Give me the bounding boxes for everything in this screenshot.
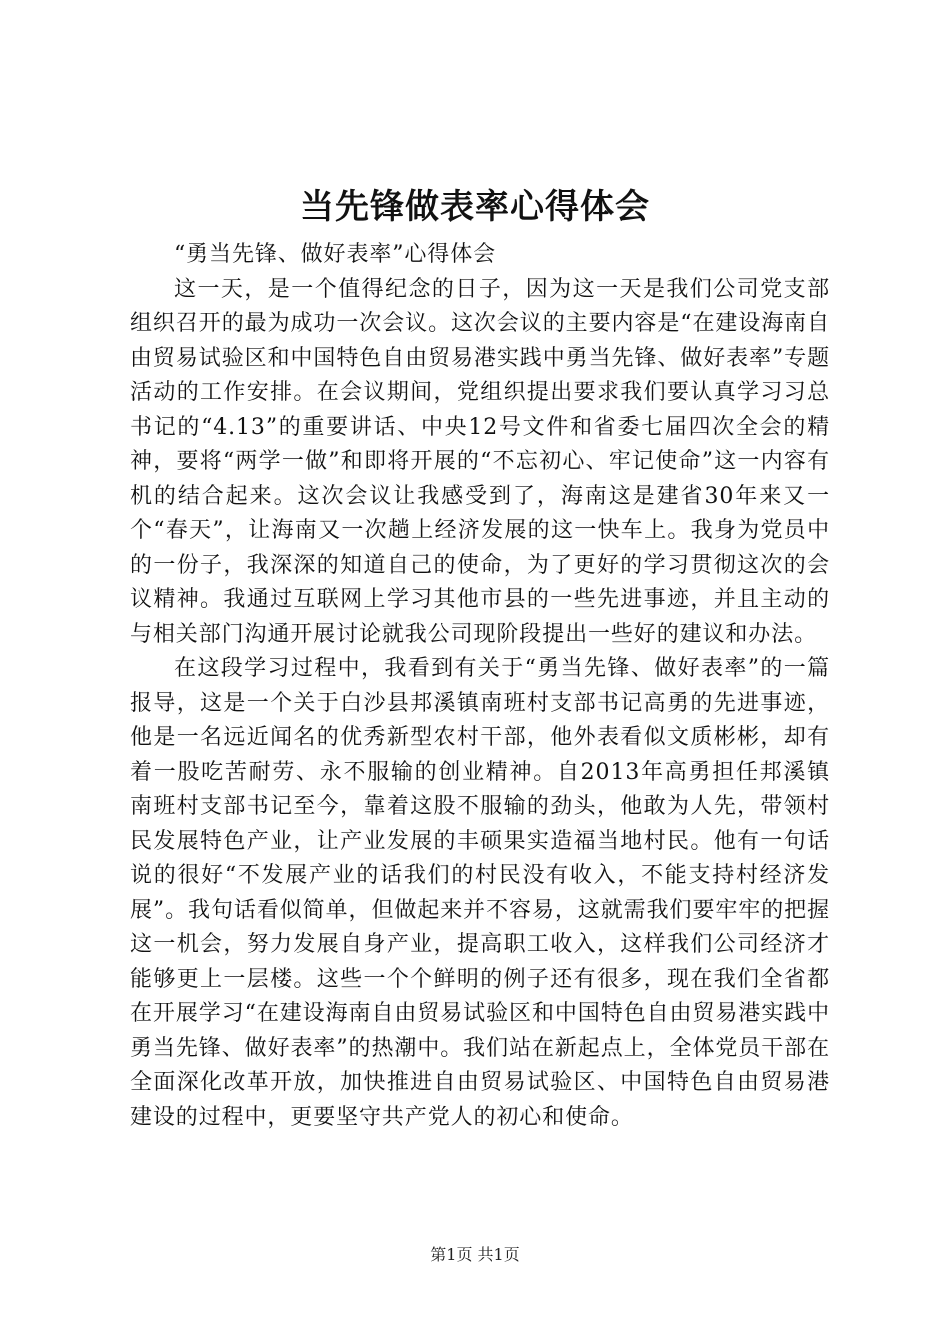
paragraph-1: 这一天，是一个值得纪念的日子，因为这一天是我们公司党支部组织召开的最为成功一次会议。这次会议的主要内容是“在建设海南自由贸易试验区和中国特色自由贸易港实践中勇当先锋、做好表率”专题活动的工作安排。在会议期间，党组织提出要求我们要认真学习习总书记的“4.13”的重要讲话、中央12号文件和省委七届四次全会的精神，要将“两学一做”和即将开展的“不忘初心、牢记使命”这一内容有机的结合起来。这次会议让我感受到了，海南这是建省30年来又一个“春天”，让海南又一次趟上经济发展的这一快车上。我身为党员中的一份子，我深深的知道自己的使命，为了更好的学习贯彻这次的会议精神。我通过互联网上学习其他市县的一些先进事迹，并且主动的与相关部门沟通开展讨论就我公司现阶段提出一些好的建议和办法。 [130,276,830,647]
document-subtitle: “勇当先锋、做好表率”心得体会 [174,242,496,267]
document-body [130,238,830,1135]
document-title: 当先锋做表率心得体会 [300,187,650,227]
paragraph-2: 在这段学习过程中，我看到有关于“勇当先锋、做好表率”的一篇报导，这是一个关于白沙县邦溪镇南班村支部书记高勇的先进事迹，他是一名远近闻名的优秀新型农村干部，他外表看似文质彬彬，却有着一股吃苦耐劳、永不服输的创业精神。自2013年高勇担任邦溪镇南班村支部书记至今，靠着这股不服输的劲头，他敢为人先，带领村民发展特色产业，让产业发展的丰硕果实造福当地村民。他有一句话说的很好“不发展产业的话我们的村民没有收入，不能支持村经济发展”。我句话看似简单，但做起来并不容易，这就需我们要牢牢的把握这一机会，努力发展自身产业，提高职工收入，这样我们公司经济才能够更上一层楼。这些一个个鲜明的例子还有很多，现在我们全省都在开展学习“在建设海南自由贸易试验区和中国特色自由贸易港实践中勇当先锋、做好表率”的热潮中。我们站在新起点上，全体党员干部在全面深化改革开放，加快推进自由贸易试验区、中国特色自由贸易港建设的过程中，更要坚守共产党人的初心和使命。 [130,656,830,1130]
page-footer: 第1页 共1页 [430,1245,520,1264]
